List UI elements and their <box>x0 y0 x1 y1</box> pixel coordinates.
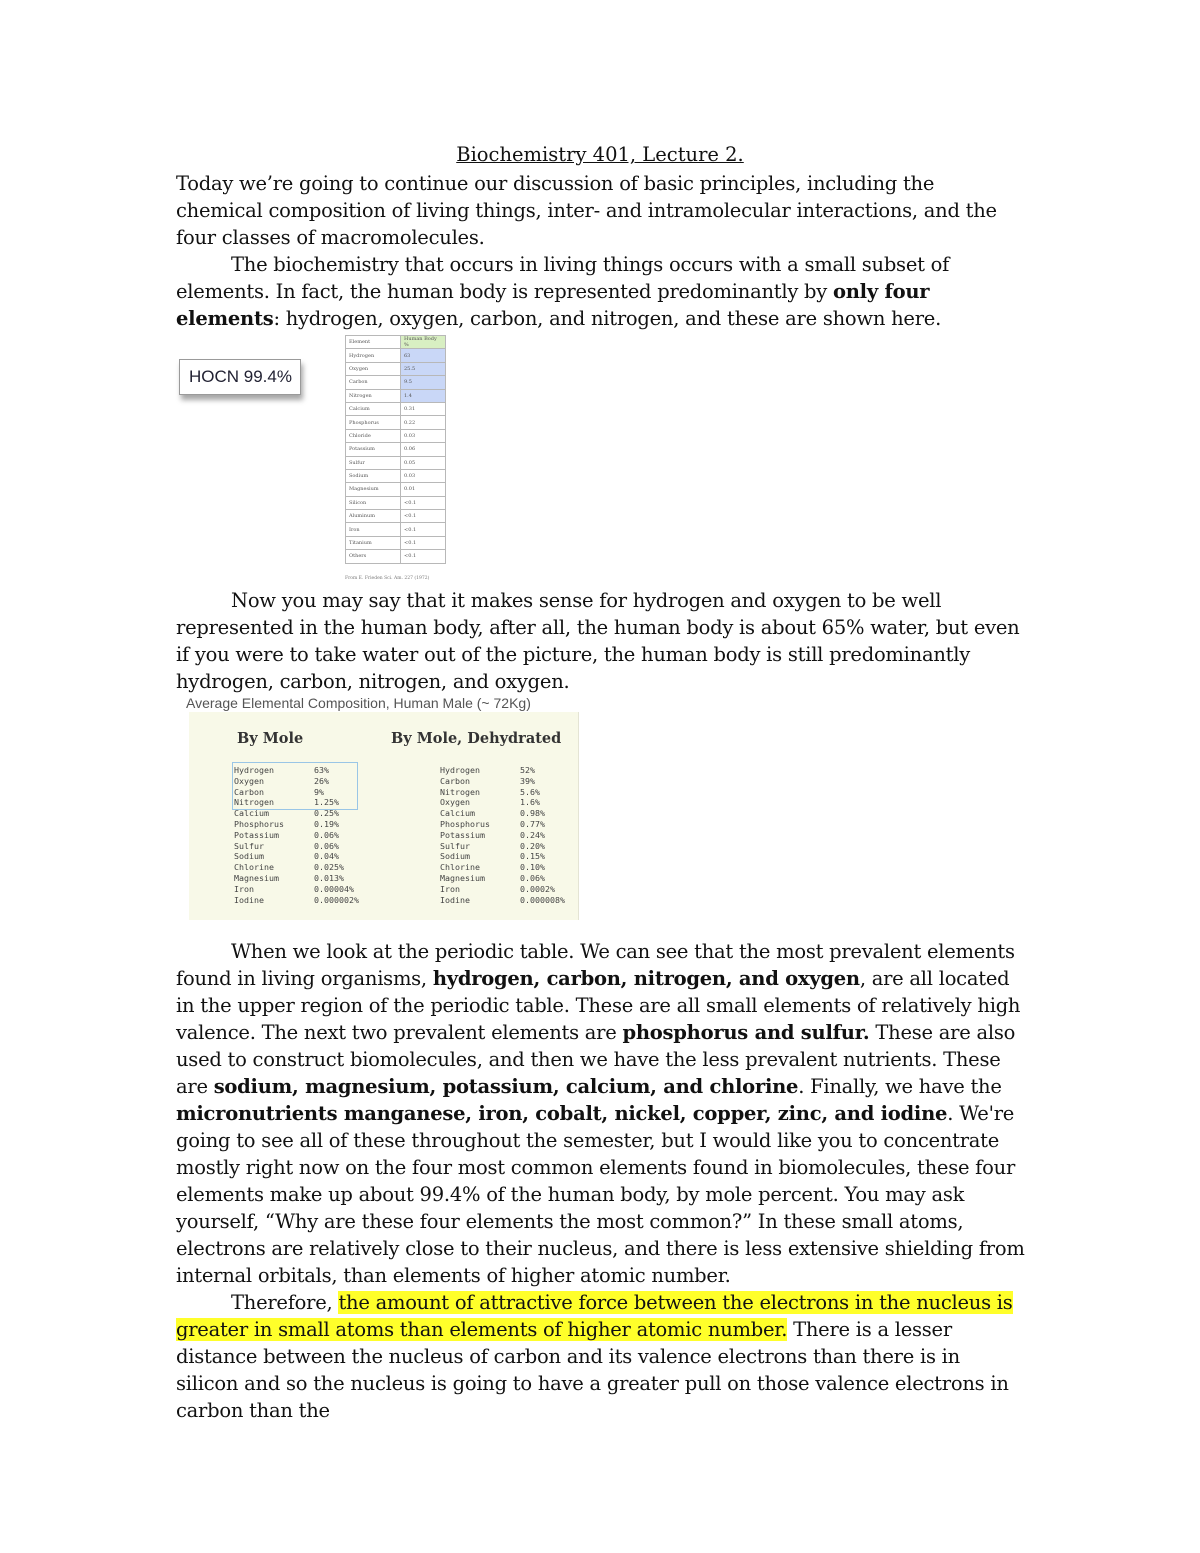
element-percent: 26% <box>314 775 329 786</box>
table-row <box>346 523 446 536</box>
element-name: Iron <box>440 883 460 894</box>
element-percent: 9% <box>314 786 324 797</box>
table-cell: Potassium <box>346 443 401 456</box>
list-item <box>234 862 359 873</box>
hocn-badge: HOCN 99.4% <box>179 359 301 395</box>
element-percent: 0.04% <box>314 851 339 862</box>
table-cell: 25.5 <box>401 362 446 375</box>
table-cell: 0.22 <box>401 416 446 429</box>
table-cell: 0.03 <box>401 429 446 442</box>
text-span: : hydrogen, oxygen, carbon, and nitrogen, and these are shown here. <box>273 307 942 330</box>
text-span: , are all located in the upper region of the periodic table. These are all small elements of relatively high valence. The next two prevalent elements are <box>176 967 1021 1044</box>
element-name: Oxygen <box>440 797 470 808</box>
element-name: Sulfur <box>234 840 264 851</box>
list-item <box>440 797 565 808</box>
element-percent: 0.06% <box>314 840 339 851</box>
table-cell: Sodium <box>346 469 401 482</box>
table-row <box>346 429 446 442</box>
element-name: Magnesium <box>234 872 279 883</box>
table-cell: 0.31 <box>401 402 446 415</box>
element-name: Iron <box>234 883 254 894</box>
element-percent: 0.00004% <box>314 883 354 894</box>
table-row <box>346 469 446 482</box>
list-item <box>234 841 359 852</box>
list-item <box>234 895 359 906</box>
list-item <box>440 873 565 884</box>
element-name: Magnesium <box>440 872 485 883</box>
list-item <box>440 862 565 873</box>
list-item <box>234 765 359 776</box>
element-name: Calcium <box>234 808 269 819</box>
element-name: Carbon <box>234 786 264 797</box>
list-item <box>440 819 565 830</box>
table-cell: Calcium <box>346 402 401 415</box>
body-block <box>176 938 1026 1424</box>
table-row <box>346 349 446 362</box>
table-cell: Magnesium <box>346 483 401 496</box>
element-name: Calcium <box>440 808 475 819</box>
element-name: Hydrogen <box>234 765 274 775</box>
table-cell: 63 <box>401 349 446 362</box>
table-cell: <0.1 <box>401 523 446 536</box>
table-header-row <box>346 336 446 349</box>
paragraph-periodic-table <box>176 938 1026 1289</box>
element-name: Nitrogen <box>440 786 480 797</box>
list-item <box>440 787 565 798</box>
list-item <box>234 808 359 819</box>
element-percent: 0.25% <box>314 808 339 819</box>
element-percent: 0.15% <box>520 851 545 862</box>
text-span: . We're going to see all of these throughout the semester, but I would like you to concentrate mostly right now on the four most common elements found in biomolecules, these four elements make up about 99.4% of the human body, by mole percent. You may ask yourself, “Why are these four elements the most common?” In these small atoms, electrons are relatively close to their nucleus, and there is less extensive shielding from internal orbitals, than elements of higher atomic number. <box>176 1102 1025 1287</box>
element-percent: 0.013% <box>314 872 344 883</box>
table-row <box>346 389 446 402</box>
element-percent: 1.6% <box>520 797 540 808</box>
element-name: Iodine <box>234 894 264 905</box>
element-name: Sodium <box>234 851 264 862</box>
highlighted-text: the amount of attractive force between the electrons in the nucleus is greater in small atoms than elements of higher atomic number. <box>176 1291 1013 1341</box>
table-cell: 9.5 <box>401 376 446 389</box>
text-span: The biochemistry that occurs in living things occurs with a small subset of elements. In fact, the human body is represented predominantly by <box>176 253 950 303</box>
element-name: Chlorine <box>234 862 274 873</box>
table-cell: Others <box>346 550 401 563</box>
element-percent: 0.24% <box>520 829 545 840</box>
paragraph-water: Now you may say that it makes sense for hydrogen and oxygen to be well represented in the human body, after all, the human body is about 65% water, but even if you were to take water out of the picture, the human body is still predominantly hydrogen, carbon, nitrogen, and oxygen. <box>176 589 1020 693</box>
element-percent: 0.06% <box>520 872 545 883</box>
table-cell: Titanium <box>346 536 401 549</box>
element-name: Hydrogen <box>440 765 480 775</box>
element-percent: 0.0002% <box>520 883 555 894</box>
paragraph-attractive-force <box>176 1289 1026 1424</box>
element-name: Phosphorus <box>440 818 490 829</box>
element-name: Sulfur <box>440 840 470 851</box>
paragraph-intro: Today we’re going to continue our discussion of basic principles, including the chemical composition of living things, inter- and intramolecular interactions, and the four classes of macromolecules. <box>176 172 997 249</box>
paragraph-elements <box>176 251 1026 332</box>
list-item <box>440 808 565 819</box>
element-percent: 0.20% <box>520 840 545 851</box>
page-title: Biochemistry 401, Lecture 2. <box>456 143 744 166</box>
list-item <box>440 884 565 895</box>
table-cell: Hydrogen <box>346 349 401 362</box>
table-row <box>346 536 446 549</box>
list-item <box>440 776 565 787</box>
table-header-cell: Element <box>346 336 401 349</box>
table-cell: Iron <box>346 523 401 536</box>
element-percent: 0.025% <box>314 862 344 873</box>
table-row <box>346 362 446 375</box>
bold-span: sodium, magnesium, potassium, calcium, and chlorine <box>213 1075 799 1098</box>
element-percent: 0.000008% <box>520 894 565 905</box>
element-percent: 0.06% <box>314 829 339 840</box>
water-paragraph-block <box>176 587 1026 695</box>
list-item <box>234 884 359 895</box>
element-percent: 39% <box>520 775 535 786</box>
element-percent: 1.25% <box>314 797 339 808</box>
bold-span: only four elements <box>176 280 930 330</box>
table-cell: <0.1 <box>401 536 446 549</box>
element-name: Oxygen <box>234 775 264 786</box>
bold-span: phosphorus and sulfur. <box>622 1021 870 1044</box>
table-row <box>346 550 446 563</box>
element-percent: 0.77% <box>520 818 545 829</box>
element-name: Phosphorus <box>234 818 284 829</box>
table-row <box>346 456 446 469</box>
table-header-cell: Human Body % <box>401 336 446 349</box>
element-percent: 0.98% <box>520 808 545 819</box>
bold-span: hydrogen, carbon, nitrogen, and oxygen <box>432 967 860 990</box>
table-row <box>346 496 446 509</box>
list-item <box>440 830 565 841</box>
table-cell: Phosphorus <box>346 416 401 429</box>
text-span: These are also used to construct biomolecules, and then we have the less prevalent nutrients. These are <box>176 1021 1016 1098</box>
element-name: Sodium <box>440 851 470 862</box>
table-cell: Carbon <box>346 376 401 389</box>
list-item <box>234 819 359 830</box>
table-row <box>346 483 446 496</box>
element-percent: 5.6% <box>520 786 540 797</box>
element-name: Potassium <box>234 829 279 840</box>
composition-caption: Average Elemental Composition, Human Male (~ 72Kg) <box>186 695 531 711</box>
element-name: Nitrogen <box>234 797 274 808</box>
list-item <box>234 873 359 884</box>
table-row <box>346 416 446 429</box>
table-cell: 0.05 <box>401 456 446 469</box>
table-cell: <0.1 <box>401 550 446 563</box>
list-item <box>234 851 359 862</box>
bold-span: micronutrients manganese, iron, cobalt, nickel, copper, zinc, and iodine <box>176 1102 948 1125</box>
composition-figure <box>189 712 579 920</box>
table-cell: 0.03 <box>401 469 446 482</box>
table-cell: 1.4 <box>401 389 446 402</box>
by-mole-heading: By Mole <box>237 730 304 747</box>
list-item <box>234 776 359 787</box>
element-composition-table <box>345 335 446 564</box>
list-item <box>440 895 565 906</box>
table-cell: 0.01 <box>401 483 446 496</box>
table-cell: Chloride <box>346 429 401 442</box>
list-item <box>440 765 565 776</box>
element-percent: 52% <box>520 765 535 775</box>
list-item <box>440 851 565 862</box>
element-percent: 0.19% <box>314 818 339 829</box>
table-row <box>346 376 446 389</box>
table-cell: <0.1 <box>401 510 446 523</box>
table-cell: 0.06 <box>401 443 446 456</box>
dehydrated-list <box>440 765 565 905</box>
element-name: Carbon <box>440 775 470 786</box>
by-mole-list <box>234 765 359 905</box>
list-item <box>234 797 359 808</box>
table-cell: Oxygen <box>346 362 401 375</box>
element-percent: 0.10% <box>520 862 545 873</box>
table-cell: <0.1 <box>401 496 446 509</box>
table-source-caption: From E. Frieden Sci. Am. 227 (1972) <box>345 576 430 581</box>
list-item <box>234 830 359 841</box>
element-name: Potassium <box>440 829 485 840</box>
text-span: When we look at the periodic table. We can see that the most prevalent elements found in living organisms, <box>176 940 1015 990</box>
element-percent: 0.000002% <box>314 894 359 905</box>
text-span: . Finally, we have the <box>798 1075 1002 1098</box>
element-name: Chlorine <box>440 862 480 873</box>
dehydrated-heading: By Mole, Dehydrated <box>391 730 562 747</box>
list-item <box>440 841 565 852</box>
table-cell: Sulfur <box>346 456 401 469</box>
table-row <box>346 510 446 523</box>
list-item <box>234 787 359 798</box>
text-span: Therefore, <box>231 1291 339 1314</box>
element-percent: 63% <box>314 765 329 775</box>
table-cell: Nitrogen <box>346 389 401 402</box>
table-cell: Aluminum <box>346 510 401 523</box>
text-span: There is a lesser distance between the nucleus of carbon and its valence electrons than there is in silicon and so the nucleus is going to have a greater pull on those valence electrons in carbon than the <box>176 1318 1009 1422</box>
intro-block <box>176 170 1026 332</box>
element-name: Iodine <box>440 894 470 905</box>
table-row <box>346 402 446 415</box>
table-row <box>346 443 446 456</box>
table-cell: Silicon <box>346 496 401 509</box>
